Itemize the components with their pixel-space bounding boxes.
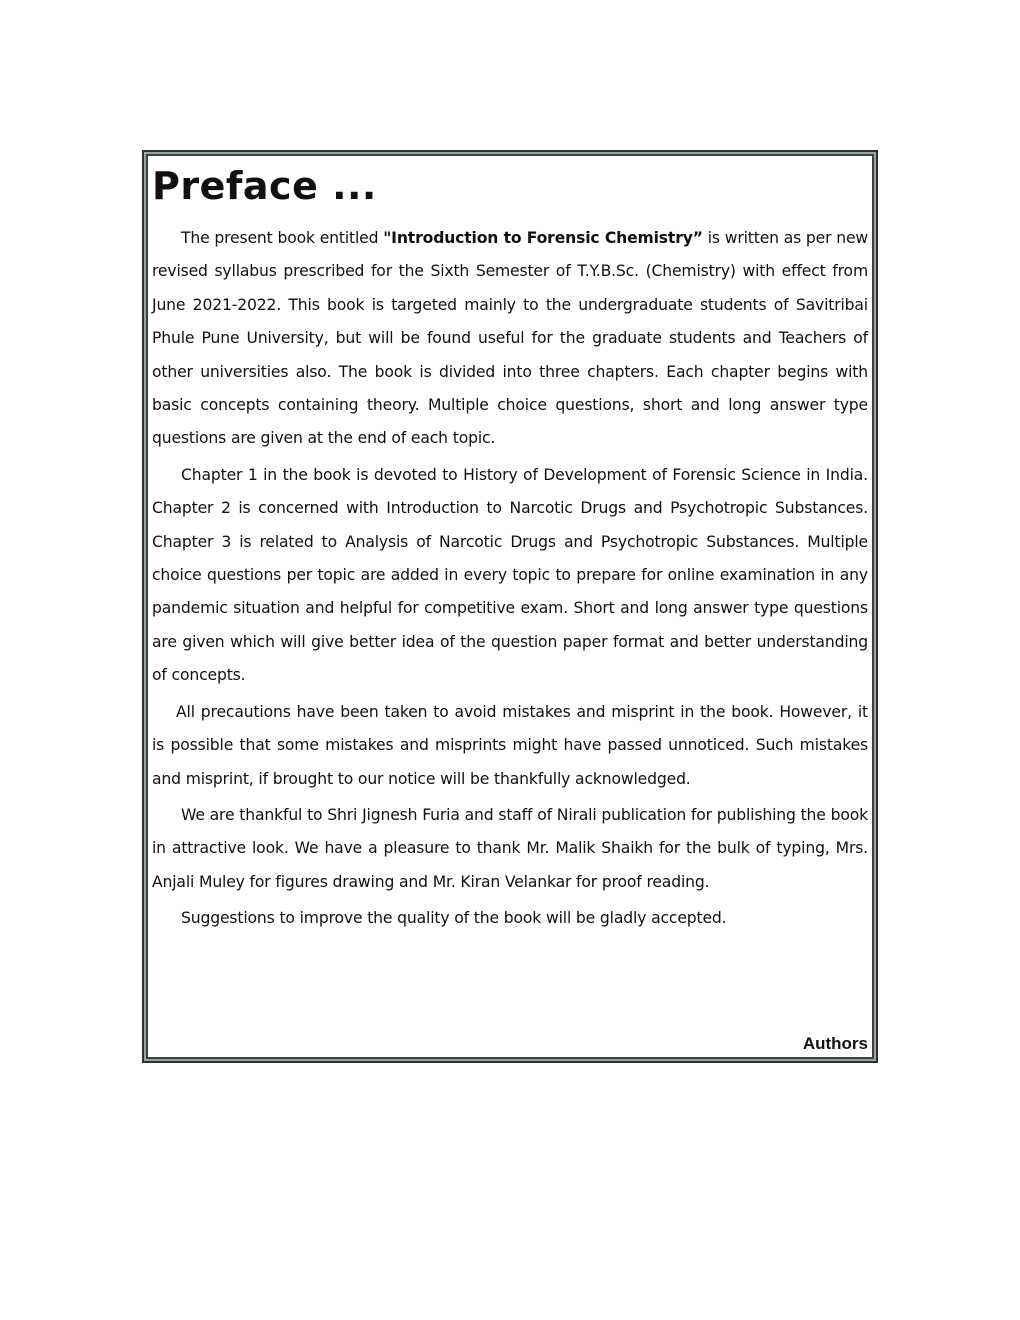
paragraph-suggestions: Suggestions to improve the quality of the book will be gladly accepted. bbox=[181, 909, 727, 928]
preface-frame bbox=[142, 150, 878, 1063]
paragraph-chapters: Chapter 1 in the book is devoted to History of Development of Forensic Science in India. Chapter 2 is concerned with Introduction to Narcotic Drugs and Psychotropic Substances. Chapter 3 is related to Analysis of Narcotic Drugs and Psychotropic Substances. Multiple choice questions per topic are added in every topic to prepare for online examination in any pandemic situation and helpful for competitive exam. Short and long answer type questions are given which will give better idea of the question paper format and better understanding of concepts. bbox=[152, 465, 868, 685]
paragraph-intro bbox=[152, 222, 868, 456]
preface-body bbox=[152, 222, 868, 939]
preface-content bbox=[150, 156, 870, 1057]
intro-text-rest: is written as per new revised syllabus prescribed for the Sixth Semester of T.Y.B.Sc. (Chemistry) with effect from June 2021-2022. This book is targeted mainly to the undergraduate students of Savitribai Phule Pune University, but will be found useful for the graduate students and Teachers of other universities also. The book is divided into three chapters. Each chapter begins with basic concepts containing theory. Multiple choice questions, short and long answer type questions are given at the end of each topic. bbox=[152, 229, 868, 448]
book-title-bold: "Introduction to Forensic Chemistry” bbox=[383, 229, 703, 247]
preface-frame-inner bbox=[146, 154, 874, 1059]
page-title: Preface ... bbox=[152, 164, 377, 208]
intro-text-start: The present book entitled bbox=[181, 229, 384, 247]
paragraph-precautions: All precautions have been taken to avoid mistakes and misprint in the book. However, it is possible that some mistakes and misprints might have passed unnoticed. Such mistakes and misprint, if brought to our notice will be thankfully acknowledged. bbox=[152, 702, 868, 788]
paragraph-acknowledgements: We are thankful to Shri Jignesh Furia and staff of Nirali publication for publishing the book in attractive look. We have a pleasure to thank Mr. Malik Shaikh for the bulk of typing, Mrs. Anjali Muley for figures drawing and Mr. Kiran Velankar for proof reading. bbox=[152, 805, 868, 891]
signature-authors: Authors bbox=[802, 1034, 868, 1053]
